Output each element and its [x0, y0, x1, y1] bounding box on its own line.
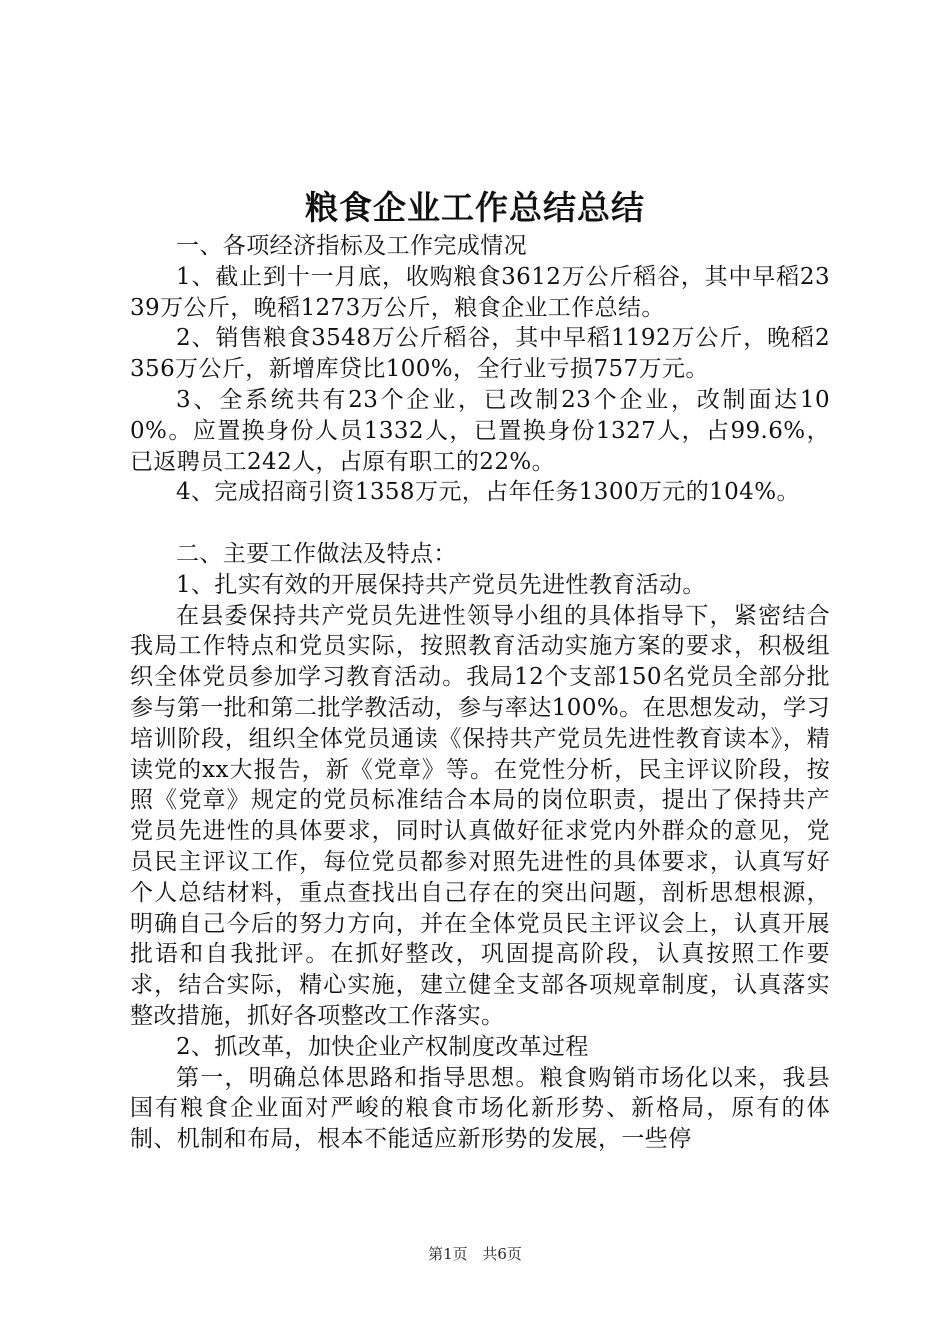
paragraph-reform: 第一，明确总体思路和指导思想。粮食购销市场化以来，我县国有粮食企业面对严峻的粮食市场化新形势、新格局，原有的体制、机制和布局，根本不能适应新形势的发展，一些停 — [130, 1064, 830, 1153]
paragraph-sales: 2、销售粮食3548万公斤稻谷，其中早稻1192万公斤，晚稻2356万公斤，新增库贷比100%，全行业亏损757万元。 — [130, 325, 830, 383]
document-body — [130, 231, 830, 1155]
section-heading-1: 一、各项经济指标及工作完成情况 — [176, 233, 527, 259]
subsection-heading-education: 1、扎实有效的开展保持共产党员先进性教育活动。 — [176, 571, 706, 598]
paragraph-purchase: 1、截止到十一月底，收购粮食3612万公斤稻谷，其中早稻2339万公斤，晚稻1273万公斤，粮食企业工作总结。 — [130, 263, 830, 321]
paragraph-restructuring: 3、全系统共有23个企业，已改制23个企业，改制面达100%。应置换身份人员1332人，已置换身份1327人，占99.6%，已返聘员工242人，占原有职工的22%。 — [130, 386, 830, 475]
document-title: 粮食企业工作总结总结 — [305, 188, 645, 227]
paragraph-investment: 4、完成招商引资1358万元，占年任务1300万元的104%。 — [176, 479, 800, 506]
page-total: 共6页 — [482, 1245, 522, 1263]
blank-line — [130, 508, 830, 539]
subsection-heading-reform: 2、抓改革，加快企业产权制度改革过程 — [176, 1033, 589, 1060]
paragraph-education: 在县委保持共产党员先进性领导小组的具体指导下，紧密结合我局工作特点和党员实际，按照教育活动实施方案的要求，积极组织全体党员参加学习教育活动。我局12个支部150名党员全部分批参与第一批和第二批学教活动，参与率达100%。在思想发动，学习培训阶段，组织全体党员通读《保持共产党员先进性教育读本》，精读党的xx大报告，新《党章》等。在党性分析，民主评议阶段，按照《党章》规定的党员标准结合本局的岗位职责，提出了保持共产党员先进性的具体要求，同时认真做好征求党内外群众的意见，党员民主评议工作，每位党员都参对照先进性的具体要求，认真写好个人总结材料，重点查找出自己存在的突出问题，剖析思想根源，明确自己今后的努力方向，并在全体党员民主评议会上，认真开展批语和自我批评。在抓好整改，巩固提高阶段，认真按照工作要求，结合实际，精心实施，建立健全支部各项规章制度，认真落实整改措施，抓好各项整改工作落实。 — [130, 602, 830, 1029]
page-footer — [0, 1244, 950, 1264]
page-number: 第1页 — [428, 1245, 468, 1263]
section-heading-2: 二、主要工作做法及特点： — [176, 540, 457, 567]
